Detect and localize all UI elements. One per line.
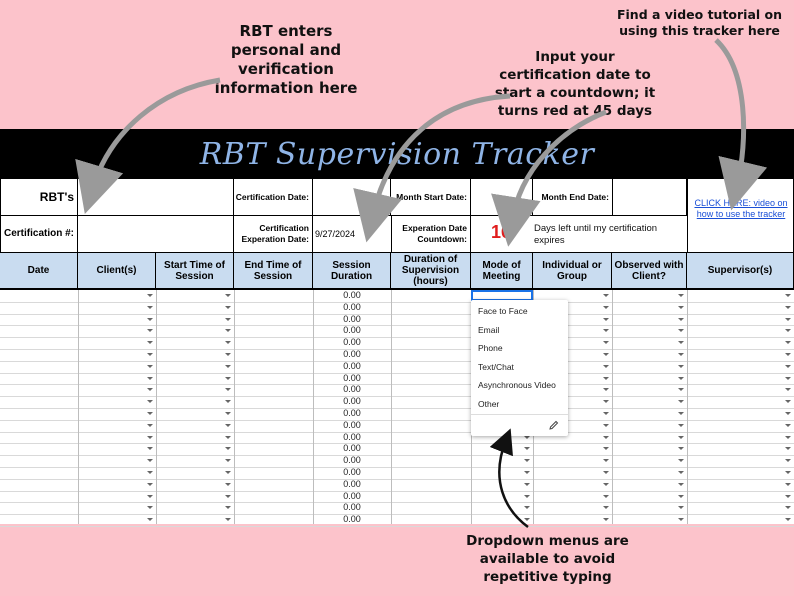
session-duration-cell: 0.00 (343, 384, 361, 395)
dropdown-caret-icon[interactable] (225, 412, 231, 415)
dropdown-caret-icon[interactable] (678, 483, 684, 486)
dropdown-caret-icon[interactable] (225, 306, 231, 309)
table-row (0, 479, 794, 480)
dropdown-caret-icon[interactable] (785, 471, 791, 474)
dropdown-caret-icon[interactable] (147, 388, 153, 391)
month-end-label: Month End Date: (533, 179, 612, 216)
dropdown-caret-icon[interactable] (147, 518, 153, 521)
dropdown-caret-icon[interactable] (147, 412, 153, 415)
video-tutorial-link[interactable]: CLICK HERE: video on how to use the tracker (694, 198, 788, 219)
dropdown-option-face-to-face[interactable]: Face to Face (478, 306, 528, 316)
dropdown-caret-icon[interactable] (147, 447, 153, 450)
table-row (0, 314, 794, 315)
dropdown-caret-icon[interactable] (678, 318, 684, 321)
dropdown-caret-icon[interactable] (678, 353, 684, 356)
dropdown-caret-icon[interactable] (603, 412, 609, 415)
dropdown-caret-icon[interactable] (678, 518, 684, 521)
dropdown-caret-icon[interactable] (225, 459, 231, 462)
dropdown-caret-icon[interactable] (524, 471, 530, 474)
dropdown-caret-icon[interactable] (225, 447, 231, 450)
dropdown-caret-icon[interactable] (678, 377, 684, 380)
cert-date-label: Certification Date: (234, 179, 313, 216)
dropdown-divider (471, 414, 568, 415)
col-header-end-time-of-session[interactable]: End Time of Session (234, 253, 313, 290)
dropdown-caret-icon[interactable] (603, 436, 609, 439)
dropdown-caret-icon[interactable] (524, 436, 530, 439)
dropdown-caret-icon[interactable] (524, 495, 530, 498)
countdown-value: 16 (491, 222, 512, 242)
callout-cert-countdown: Input your certification date to start a countdown; it turns red at 45 days (494, 49, 656, 119)
dropdown-caret-icon[interactable] (524, 447, 530, 450)
dropdown-caret-icon[interactable] (785, 365, 791, 368)
month-end-input[interactable] (612, 179, 687, 216)
dropdown-caret-icon[interactable] (147, 483, 153, 486)
column-divider (156, 290, 157, 524)
rbt-name-input[interactable] (78, 179, 234, 216)
dropdown-caret-icon[interactable] (785, 518, 791, 521)
dropdown-caret-icon[interactable] (603, 329, 609, 332)
dropdown-caret-icon[interactable] (603, 518, 609, 521)
dropdown-caret-icon[interactable] (225, 377, 231, 380)
dropdown-caret-icon[interactable] (603, 306, 609, 309)
days-left-text: Days left until my certification expires (534, 223, 658, 246)
dropdown-caret-icon[interactable] (678, 400, 684, 403)
dropdown-caret-icon[interactable] (678, 447, 684, 450)
dropdown-caret-icon[interactable] (785, 388, 791, 391)
dropdown-caret-icon[interactable] (785, 318, 791, 321)
dropdown-caret-icon[interactable] (603, 294, 609, 297)
dropdown-caret-icon[interactable] (785, 447, 791, 450)
dropdown-caret-icon[interactable] (678, 365, 684, 368)
table-row (0, 408, 794, 409)
session-duration-cell: 0.00 (343, 490, 361, 501)
dropdown-caret-icon[interactable] (225, 495, 231, 498)
table-row (0, 302, 794, 303)
session-duration-cell: 0.00 (343, 337, 361, 348)
table-row (0, 502, 794, 503)
dropdown-caret-icon[interactable] (678, 341, 684, 344)
col-header-observed-with-client[interactable]: Observed with Client? (612, 253, 687, 290)
column-divider (612, 290, 613, 524)
dropdown-option-text-chat[interactable]: Text/Chat (478, 361, 514, 372)
session-duration-cell: 0.00 (343, 301, 361, 312)
table-row (0, 325, 794, 326)
dropdown-caret-icon[interactable] (147, 377, 153, 380)
session-duration-cell: 0.00 (343, 514, 361, 525)
session-duration-cell: 0.00 (343, 396, 361, 407)
col-header-supervisor-s[interactable]: Supervisor(s) (687, 253, 794, 290)
dropdown-caret-icon[interactable] (225, 341, 231, 344)
session-duration-cell: 0.00 (343, 467, 361, 477)
dropdown-option-asynchronous-video[interactable]: Asynchronous Video (478, 380, 556, 390)
callout-rbt-info: RBT enters personal and verification information here (214, 22, 358, 97)
tracker-title: RBT Supervision Tracker (199, 137, 595, 172)
dropdown-caret-icon[interactable] (678, 412, 684, 415)
dropdown-caret-icon[interactable] (603, 400, 609, 403)
dropdown-caret-icon[interactable] (785, 306, 791, 309)
session-duration-cell: 0.00 (343, 372, 361, 383)
dropdown-caret-icon[interactable] (147, 471, 153, 474)
dropdown-caret-icon[interactable] (603, 341, 609, 344)
session-duration-cell: 0.00 (343, 313, 361, 324)
dropdown-caret-icon[interactable] (603, 424, 609, 427)
callout-video-tutorial: Find a video tutorial on using this tracker here (616, 7, 783, 38)
month-start-input[interactable] (471, 179, 533, 216)
session-duration-cell: 0.00 (343, 408, 361, 418)
callout-dropdown-menus: Dropdown menus are available to avoid repetitive typing (466, 533, 629, 585)
dropdown-caret-icon[interactable] (524, 459, 530, 462)
dropdown-caret-icon[interactable] (603, 459, 609, 462)
dropdown-caret-icon[interactable] (678, 306, 684, 309)
dropdown-caret-icon[interactable] (225, 400, 231, 403)
session-duration-cell: 0.00 (343, 290, 361, 300)
col-header-individual-or-group[interactable]: Individual or Group (533, 253, 612, 290)
col-header-client-s[interactable]: Client(s) (78, 253, 156, 290)
dropdown-caret-icon[interactable] (225, 388, 231, 391)
dropdown-caret-icon[interactable] (785, 400, 791, 403)
dropdown-caret-icon[interactable] (603, 471, 609, 474)
column-divider (391, 290, 392, 524)
session-duration-cell: 0.00 (343, 478, 361, 489)
mode-dropdown-menu[interactable] (471, 300, 568, 436)
dropdown-caret-icon[interactable] (785, 495, 791, 498)
dropdown-caret-icon[interactable] (785, 353, 791, 356)
edit-pencil-icon[interactable] (549, 420, 559, 430)
dropdown-caret-icon[interactable] (147, 341, 153, 344)
dropdown-option-other[interactable]: Other (478, 398, 500, 409)
dropdown-caret-icon[interactable] (147, 459, 153, 462)
title-banner (0, 129, 794, 179)
session-duration-cell: 0.00 (343, 325, 361, 336)
dropdown-caret-icon[interactable] (225, 483, 231, 486)
dropdown-caret-icon[interactable] (785, 506, 791, 509)
dropdown-caret-icon[interactable] (603, 388, 609, 391)
col-header-start-time-of-session[interactable]: Start Time of Session (156, 253, 234, 290)
dropdown-caret-icon[interactable] (147, 436, 153, 439)
dropdown-caret-icon[interactable] (785, 412, 791, 415)
dropdown-caret-icon[interactable] (225, 471, 231, 474)
dropdown-caret-icon[interactable] (225, 353, 231, 356)
dropdown-caret-icon[interactable] (603, 365, 609, 368)
table-row (0, 467, 794, 468)
session-duration-cell: 0.00 (343, 349, 361, 359)
column-divider (687, 290, 688, 524)
dropdown-caret-icon[interactable] (147, 365, 153, 368)
dropdown-caret-icon[interactable] (225, 436, 231, 439)
dropdown-caret-icon[interactable] (524, 506, 530, 509)
dropdown-caret-icon[interactable] (785, 341, 791, 344)
session-duration-cell: 0.00 (343, 419, 361, 430)
dropdown-caret-icon[interactable] (678, 436, 684, 439)
dropdown-caret-icon[interactable] (147, 306, 153, 309)
session-duration-cell: 0.00 (343, 502, 361, 513)
table-row (0, 420, 794, 421)
table-row (0, 337, 794, 338)
dropdown-caret-icon[interactable] (225, 318, 231, 321)
countdown-label: Experation Date Countdown: (391, 216, 471, 253)
dropdown-caret-icon[interactable] (225, 365, 231, 368)
table-row (0, 514, 794, 515)
dropdown-caret-icon[interactable] (785, 459, 791, 462)
table-row (0, 361, 794, 362)
dropdown-caret-icon[interactable] (225, 506, 231, 509)
dropdown-caret-icon[interactable] (603, 495, 609, 498)
dropdown-caret-icon[interactable] (225, 424, 231, 427)
table-row (0, 443, 794, 444)
dropdown-caret-icon[interactable] (678, 459, 684, 462)
dropdown-caret-icon[interactable] (603, 377, 609, 380)
dropdown-caret-icon[interactable] (785, 294, 791, 297)
dropdown-caret-icon[interactable] (678, 329, 684, 332)
col-header-session-duration[interactable]: Session Duration (313, 253, 391, 290)
dropdown-caret-icon[interactable] (524, 518, 530, 521)
table-row (0, 384, 794, 385)
dropdown-caret-icon[interactable] (147, 400, 153, 403)
dropdown-option-email[interactable]: Email (478, 324, 500, 335)
dropdown-caret-icon[interactable] (603, 318, 609, 321)
table-row (0, 396, 794, 397)
session-duration-cell: 0.00 (343, 455, 361, 466)
month-start-label: Month Start Date: (391, 179, 471, 216)
col-header-duration-of-supervision-hours[interactable]: Duration of Supervision (hours) (391, 253, 471, 290)
dropdown-caret-icon[interactable] (603, 353, 609, 356)
cert-date-input[interactable] (313, 179, 391, 216)
cert-exp-label: Certification Experation Date: (234, 216, 313, 253)
cert-num-label: Certification #: (0, 216, 78, 253)
dropdown-caret-icon[interactable] (785, 483, 791, 486)
dropdown-caret-icon[interactable] (785, 329, 791, 332)
session-duration-cell: 0.00 (343, 443, 361, 454)
dropdown-caret-icon[interactable] (225, 294, 231, 297)
dropdown-caret-icon[interactable] (678, 495, 684, 498)
table-row (0, 526, 794, 527)
dropdown-caret-icon[interactable] (785, 424, 791, 427)
cert-num-input[interactable] (78, 216, 234, 253)
dropdown-caret-icon[interactable] (147, 495, 153, 498)
dropdown-caret-icon[interactable] (147, 353, 153, 356)
dropdown-caret-icon[interactable] (147, 506, 153, 509)
dropdown-caret-icon[interactable] (678, 506, 684, 509)
dropdown-caret-icon[interactable] (678, 424, 684, 427)
dropdown-caret-icon[interactable] (678, 388, 684, 391)
session-duration-cell: 0.00 (343, 431, 361, 442)
cert-exp-value[interactable]: 9/27/2024 (313, 216, 391, 253)
dropdown-caret-icon[interactable] (603, 447, 609, 450)
dropdown-option-phone[interactable]: Phone (478, 343, 503, 353)
column-divider (313, 290, 314, 524)
dropdown-caret-icon[interactable] (785, 436, 791, 439)
column-divider (78, 290, 79, 524)
column-divider (234, 290, 235, 524)
table-row (0, 349, 794, 350)
table-row (0, 432, 794, 433)
dropdown-caret-icon[interactable] (603, 506, 609, 509)
dropdown-caret-icon[interactable] (678, 471, 684, 474)
dropdown-caret-icon[interactable] (147, 329, 153, 332)
dropdown-caret-icon[interactable] (785, 377, 791, 380)
dropdown-caret-icon[interactable] (678, 294, 684, 297)
dropdown-caret-icon[interactable] (225, 518, 231, 521)
table-row (0, 455, 794, 456)
col-header-date[interactable]: Date (0, 253, 78, 290)
table-row (0, 373, 794, 374)
session-duration-cell: 0.00 (343, 360, 361, 371)
dropdown-caret-icon[interactable] (524, 483, 530, 486)
col-header-mode-of-meeting[interactable]: Mode of Meeting (471, 253, 533, 290)
dropdown-caret-icon[interactable] (147, 424, 153, 427)
dropdown-caret-icon[interactable] (603, 483, 609, 486)
dropdown-caret-icon[interactable] (147, 318, 153, 321)
dropdown-caret-icon[interactable] (147, 294, 153, 297)
rbt-name-label: RBT's (0, 179, 78, 216)
dropdown-caret-icon[interactable] (225, 329, 231, 332)
table-row (0, 491, 794, 492)
